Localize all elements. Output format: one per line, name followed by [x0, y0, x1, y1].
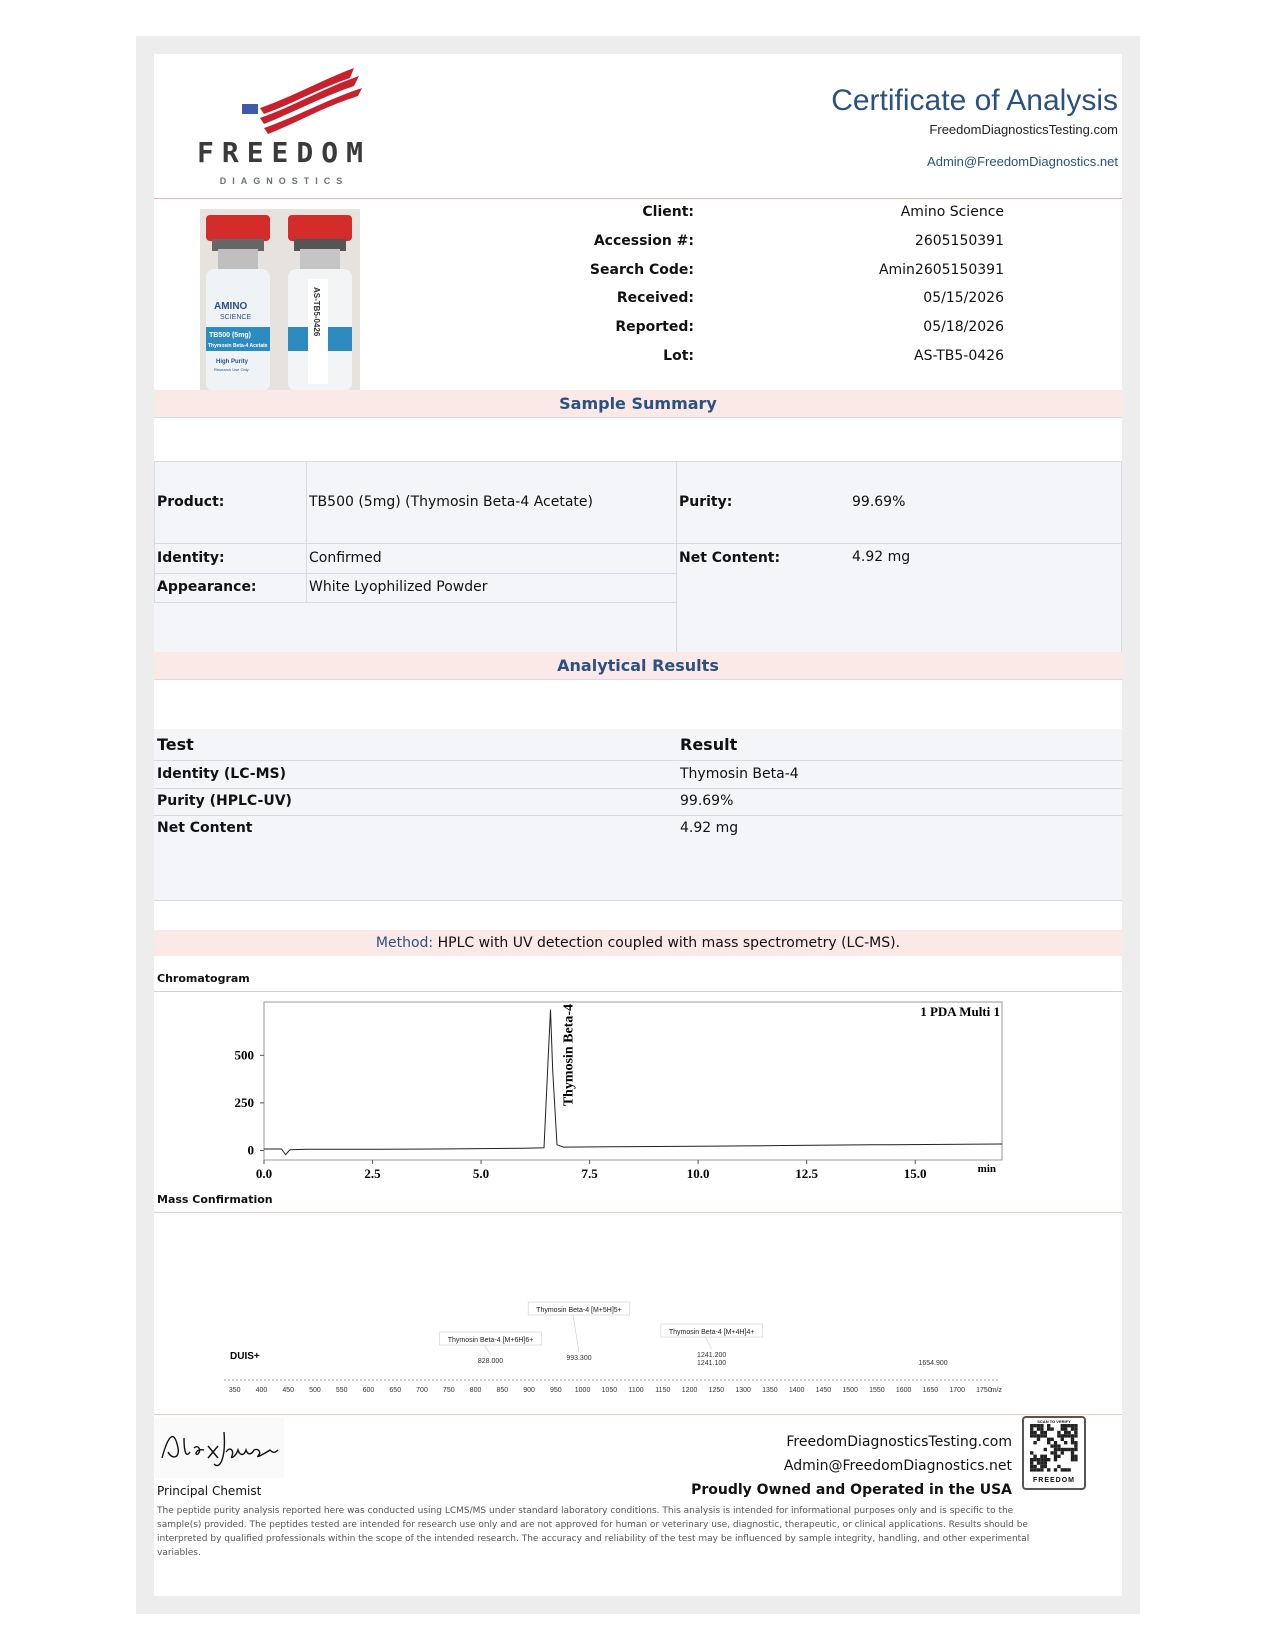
qr-module	[1057, 1455, 1060, 1458]
result-test-cell: Identity (LC-MS)	[157, 766, 287, 782]
mass-tick-label: 1000	[574, 1387, 591, 1394]
qr-module	[1040, 1434, 1043, 1437]
mass-annotation	[528, 1302, 630, 1352]
qr-module	[1044, 1461, 1047, 1464]
trace-label: DUIS+	[230, 1351, 260, 1362]
chart-legend: 1 PDA Multi 1	[920, 1004, 1000, 1019]
mass-spectrum-chart	[154, 1234, 1122, 1414]
analytical-results-panel	[154, 729, 1122, 901]
vial-product-sub: Thymosin Beta-4 Acetate	[208, 343, 268, 349]
chromatogram-title: Chromatogram	[157, 972, 250, 985]
result-test-cell: Purity (HPLC-UV)	[157, 793, 292, 809]
mass-tick-label: 950	[549, 1387, 562, 1394]
mass-tick-label: 1500	[842, 1387, 858, 1394]
col-test-header: Test	[157, 735, 194, 754]
mass-tick-label: 450	[282, 1387, 295, 1394]
qr-module	[1033, 1434, 1036, 1437]
vial-brand-sub: SCIENCE	[220, 314, 252, 321]
qr-module	[1033, 1458, 1036, 1461]
analytical-results-header: Analytical Results	[154, 652, 1122, 680]
vial-purity-label: High Purity	[216, 359, 249, 365]
vial-lot-label: AS-TB5-0426	[312, 287, 321, 337]
qr-module	[1074, 1441, 1077, 1444]
mass-tick-label: 1650	[922, 1387, 939, 1394]
client-info-row	[534, 233, 1004, 263]
qr-module	[1050, 1451, 1053, 1454]
sample-summary-panel	[154, 461, 1122, 671]
client-info-value: Amino Science	[900, 204, 1004, 220]
qr-module	[1033, 1441, 1036, 1444]
qr-module	[1057, 1431, 1060, 1434]
mass-tick-label: 1750	[976, 1387, 992, 1394]
header-divider	[154, 198, 1122, 199]
qr-module	[1044, 1458, 1047, 1461]
qr-module	[1047, 1458, 1050, 1461]
mass-peak-label: 1654.900	[918, 1360, 948, 1367]
purity-label: Purity:	[679, 494, 733, 510]
method-text: HPLC with UV detection coupled with mass spectrometry (LC-MS).	[437, 935, 901, 951]
qr-module	[1064, 1468, 1067, 1471]
mass-peak-label: 1241.200	[697, 1352, 727, 1359]
qr-module	[1074, 1458, 1077, 1461]
qr-module	[1067, 1431, 1070, 1434]
qr-module	[1037, 1458, 1040, 1461]
identity-label: Identity:	[157, 550, 225, 566]
qr-module	[1057, 1444, 1060, 1447]
qr-module	[1030, 1451, 1033, 1454]
qr-module	[1067, 1424, 1070, 1427]
qr-module	[1030, 1434, 1033, 1437]
qr-module	[1071, 1448, 1074, 1451]
product-vial-image	[200, 209, 360, 397]
result-value-cell: 4.92 mg	[680, 820, 739, 836]
x-tick-label: 10.0	[686, 1166, 710, 1181]
y-tick-label: 0	[247, 1142, 254, 1158]
header-website[interactable]: FreedomDiagnosticsTesting.com	[929, 122, 1118, 137]
mass-tick-label: 850	[496, 1387, 509, 1394]
mass-tick-label: 1700	[949, 1387, 965, 1394]
footer-website[interactable]: FreedomDiagnosticsTesting.com	[786, 1434, 1012, 1450]
client-info-row	[534, 348, 1004, 378]
product-label: Product:	[157, 494, 225, 510]
qr-module	[1057, 1465, 1060, 1468]
qr-module	[1047, 1441, 1050, 1444]
signature	[154, 1418, 284, 1478]
mass-tick-label: 1150	[655, 1387, 671, 1394]
mass-tick-label: 1200	[681, 1387, 698, 1394]
mass-peak-label: 993.300	[566, 1355, 592, 1362]
qr-module	[1054, 1441, 1057, 1444]
result-value-cell: Thymosin Beta-4	[680, 766, 799, 782]
mass-tick-label: 400	[255, 1387, 268, 1394]
qr-module	[1037, 1427, 1040, 1430]
qr-module	[1071, 1451, 1074, 1454]
qr-module	[1054, 1455, 1057, 1458]
qr-module	[1047, 1468, 1050, 1471]
chromatogram-chart	[154, 994, 1122, 1194]
qr-module	[1071, 1438, 1074, 1441]
mass-tick-label: 900	[523, 1387, 535, 1394]
mass-annotation	[440, 1332, 542, 1355]
qr-module	[1054, 1468, 1057, 1471]
qr-module	[1064, 1431, 1067, 1434]
qr-module	[1061, 1448, 1064, 1451]
appearance-label: Appearance:	[157, 579, 257, 595]
qr-module	[1040, 1465, 1043, 1468]
y-tick-label: 250	[234, 1094, 254, 1110]
chromatogram-divider	[154, 991, 1122, 992]
client-info-label: Received:	[616, 290, 694, 307]
net-content-label: Net Content:	[679, 550, 781, 566]
client-info-value: 05/18/2026	[923, 319, 1004, 336]
qr-bottom-label: FREEDOM	[1033, 1477, 1075, 1484]
client-info-row	[534, 262, 1004, 292]
qr-code-icon	[1026, 1424, 1082, 1472]
mass-divider	[154, 1212, 1122, 1213]
client-info-label: Client:	[642, 204, 694, 220]
qr-module	[1061, 1424, 1064, 1427]
mass-tick-label: 1550	[869, 1387, 885, 1394]
col-result-header: Result	[680, 735, 738, 754]
x-tick-label: 15.0	[903, 1166, 927, 1181]
qr-module	[1047, 1438, 1050, 1441]
mass-tick-label: 550	[335, 1387, 348, 1394]
qr-module	[1071, 1434, 1074, 1437]
mass-tick-label: 1050	[601, 1387, 618, 1394]
qr-module	[1030, 1424, 1033, 1427]
qr-module	[1067, 1448, 1070, 1451]
qr-module	[1044, 1431, 1047, 1434]
client-info-value: Amin2605150391	[878, 261, 1004, 278]
footer-divider	[154, 1414, 1122, 1415]
qr-module	[1074, 1434, 1077, 1437]
qr-module	[1050, 1427, 1053, 1430]
qr-module	[1047, 1424, 1050, 1427]
qr-module	[1030, 1461, 1033, 1464]
footer-tagline: Proudly Owned and Operated in the USA	[691, 1482, 1012, 1498]
qr-module	[1040, 1455, 1043, 1458]
qr-module	[1040, 1431, 1043, 1434]
freedom-logo	[194, 66, 374, 186]
mass-tick-label: 1450	[815, 1387, 832, 1394]
qr-module	[1030, 1465, 1033, 1468]
qr-module	[1071, 1427, 1074, 1430]
qr-module	[1074, 1444, 1077, 1447]
peak-label: Thymosin Beta-4	[561, 1004, 577, 1107]
qr-module	[1037, 1468, 1040, 1471]
x-tick-label: 2.5	[364, 1166, 381, 1181]
client-info-value: AS-TB5-0426	[914, 348, 1004, 364]
x-tick-label: 12.5	[795, 1166, 819, 1181]
x-tick-label: 0.0	[255, 1166, 273, 1181]
chromatogram-trace	[264, 1010, 1002, 1155]
qr-module	[1044, 1434, 1047, 1437]
logo-subtitle: DIAGNOSTICS	[219, 176, 349, 186]
disclaimer-text: The peptide purity analysis reported here was conducted using LCMS/MS under standard laboratory conditions. This analysis is intended for informational purposes only and is specific to the sample(s) provided. The peptides tested are intended for research use only and are not approved for human or veterinary use, diagnostic, therapeutic, or clinical applications. Results should be interpreted by qualified professionals within the scope of the intended research. The accuracy and reliability of the test may be influenced by sample integrity, handling, and other experimental variables.	[157, 1506, 1030, 1558]
qr-module	[1047, 1427, 1050, 1430]
qr-module	[1064, 1434, 1067, 1437]
vial-use-label: Research Use Only	[214, 367, 249, 372]
mass-tick-label: 1600	[895, 1387, 912, 1394]
header-email[interactable]: Admin@FreedomDiagnostics.net	[927, 154, 1118, 169]
product-value: TB500 (5mg) (Thymosin Beta-4 Acetate)	[309, 494, 593, 510]
vial-product-label: TB500 (5mg)	[209, 332, 252, 339]
qr-module	[1033, 1465, 1036, 1468]
qr-module	[1040, 1424, 1043, 1427]
client-info-value: 05/15/2026	[923, 290, 1004, 307]
result-value-cell: 99.69%	[680, 793, 734, 809]
qr-module	[1054, 1448, 1057, 1451]
method-label: Method:	[375, 935, 434, 951]
qr-top-label: SCAN TO VERIFY	[1037, 1419, 1071, 1424]
qr-module	[1071, 1424, 1074, 1427]
client-info-label: Reported:	[615, 319, 694, 336]
qr-module	[1040, 1461, 1043, 1464]
qr-module	[1030, 1458, 1033, 1461]
qr-module	[1061, 1427, 1064, 1430]
qr-module	[1033, 1455, 1036, 1458]
x-axis-label: min	[977, 1163, 996, 1175]
qr-module	[1037, 1461, 1040, 1464]
qr-module	[1064, 1448, 1067, 1451]
qr-module	[1064, 1427, 1067, 1430]
mass-confirmation-title: Mass Confirmation	[157, 1193, 273, 1206]
qr-module	[1067, 1434, 1070, 1437]
mass-annotation-text: Thymosin Beta-4 [M+6H]6+	[447, 1337, 534, 1344]
mass-tick-label: 1300	[735, 1387, 751, 1394]
qr-module	[1074, 1427, 1077, 1430]
qr-code[interactable]	[1022, 1416, 1086, 1490]
qr-module	[1057, 1434, 1060, 1437]
result-test-cell: Net Content	[157, 820, 253, 836]
qr-module	[1074, 1448, 1077, 1451]
qr-module	[1050, 1444, 1053, 1447]
qr-module	[1071, 1441, 1074, 1444]
sample-summary-header: Sample Summary	[154, 390, 1122, 418]
mass-tick-label: 1400	[788, 1387, 805, 1394]
qr-module	[1040, 1458, 1043, 1461]
logo-wordmark: FREEDOM	[196, 136, 371, 169]
qr-module	[1037, 1434, 1040, 1437]
qr-module	[1030, 1468, 1033, 1471]
flag-wing-icon	[194, 66, 374, 136]
client-info-label: Lot:	[663, 348, 694, 364]
qr-module	[1061, 1438, 1064, 1441]
mass-tick-label: 700	[416, 1387, 428, 1394]
vial-brand: AMINO	[214, 301, 248, 312]
mass-peak-label: 1241.100	[696, 1360, 727, 1367]
signer-title: Principal Chemist	[157, 1484, 262, 1498]
mass-annotation	[661, 1324, 763, 1349]
certificate-page	[154, 54, 1122, 1596]
qr-module	[1044, 1455, 1047, 1458]
mass-peak-label: 828.000	[477, 1358, 504, 1365]
qr-module	[1054, 1451, 1057, 1454]
client-info-label: Accession #:	[593, 232, 694, 249]
x-tick-label: 7.5	[581, 1166, 598, 1181]
method-band	[154, 930, 1122, 956]
qr-module	[1061, 1468, 1064, 1471]
mass-axis-label: m/z	[990, 1387, 1002, 1394]
chart-plot-frame	[264, 1002, 1002, 1160]
mass-tick-label: 1350	[762, 1387, 778, 1394]
qr-module	[1074, 1431, 1077, 1434]
qr-module	[1071, 1458, 1074, 1461]
client-info-row	[534, 290, 1004, 320]
appearance-value: White Lyophilized Powder	[309, 579, 488, 595]
page-title: Certificate of Analysis	[831, 84, 1118, 117]
qr-module	[1071, 1455, 1074, 1458]
client-info-value: 2605150391	[914, 232, 1004, 249]
qr-module	[1030, 1431, 1033, 1434]
footer-email[interactable]: Admin@FreedomDiagnostics.net	[783, 1458, 1012, 1474]
qr-module	[1064, 1441, 1067, 1444]
qr-module	[1067, 1468, 1070, 1471]
qr-module	[1064, 1424, 1067, 1427]
identity-value: Confirmed	[309, 550, 382, 566]
qr-module	[1033, 1468, 1036, 1471]
qr-module	[1057, 1448, 1060, 1451]
mass-tick-label: 600	[362, 1387, 375, 1394]
qr-module	[1061, 1434, 1064, 1437]
qr-module	[1033, 1424, 1036, 1427]
net-content-value: 4.92 mg	[852, 549, 911, 565]
qr-module	[1054, 1458, 1057, 1461]
qr-module	[1040, 1427, 1043, 1430]
client-info-row	[534, 204, 1004, 234]
mass-tick-label: 500	[309, 1387, 321, 1394]
mass-annotation-leader	[706, 1337, 712, 1349]
qr-module	[1037, 1438, 1040, 1441]
qr-module	[1037, 1424, 1040, 1427]
qr-module	[1044, 1448, 1047, 1451]
qr-module	[1044, 1465, 1047, 1468]
mass-tick-label: 1250	[708, 1387, 725, 1394]
qr-module	[1030, 1427, 1033, 1430]
qr-module	[1074, 1455, 1077, 1458]
qr-module	[1033, 1431, 1036, 1434]
mass-tick-label: 650	[389, 1387, 402, 1394]
mass-tick-label: 750	[442, 1387, 455, 1394]
qr-module	[1054, 1444, 1057, 1447]
x-tick-label: 5.0	[472, 1166, 490, 1181]
mass-annotation-text: Thymosin Beta-4 [M+5H]5+	[536, 1307, 622, 1314]
qr-module	[1040, 1468, 1043, 1471]
mass-annotation-leader	[485, 1345, 491, 1355]
y-tick-label: 500	[234, 1047, 254, 1063]
client-info-row	[534, 319, 1004, 349]
purity-value: 99.69%	[852, 494, 906, 510]
mass-tick-label: 1100	[628, 1387, 644, 1394]
qr-module	[1050, 1438, 1053, 1441]
mass-annotation-leader	[573, 1315, 579, 1352]
qr-module	[1061, 1451, 1064, 1454]
mass-tick-label: 350	[228, 1387, 241, 1394]
client-info-label: Search Code:	[589, 261, 694, 278]
qr-module	[1074, 1424, 1077, 1427]
mass-tick-label: 800	[469, 1387, 482, 1394]
mass-annotation-text: Thymosin Beta-4 [M+4H]4+	[668, 1329, 755, 1336]
